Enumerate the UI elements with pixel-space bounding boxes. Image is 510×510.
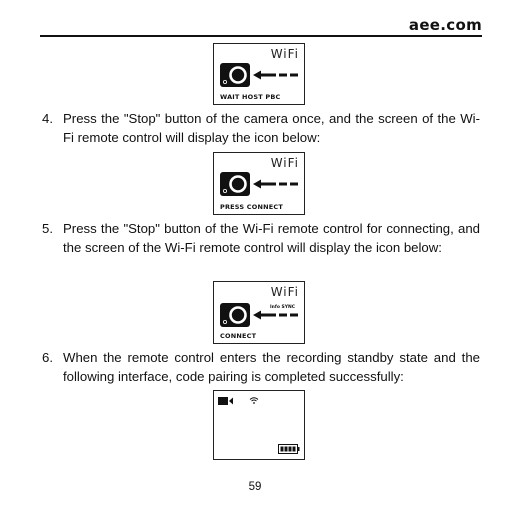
camera-arrow-icon (220, 61, 304, 91)
remote-screen-wait-host (213, 43, 305, 105)
remote-screen-standby (213, 390, 305, 460)
remote-screen-press-connect (213, 152, 305, 215)
step-text: Press the "Stop" button of the Wi-Fi remote control for connecting, and the screen of the Wi-Fi remote control will display the icon below: (63, 221, 480, 255)
screen-caption: CONNECT (220, 332, 257, 340)
step-number: 6. (42, 350, 53, 365)
instruction-step-5 (42, 219, 480, 257)
screen-caption: WAIT HOST PBC (220, 93, 281, 101)
video-camera-icon (218, 396, 234, 406)
step-text: When the remote control enters the recording standby state and the following interface, code pairing is completed successfully: (63, 350, 480, 384)
header-rule (40, 35, 482, 37)
page-number: 59 (248, 481, 262, 493)
sync-label: Info SYNC (270, 305, 296, 310)
wifi-label: WiFi (270, 285, 299, 299)
wifi-label: WiFi (270, 47, 299, 61)
brand-logo: aee.com (408, 16, 482, 34)
step-number: 4. (42, 111, 53, 126)
screen-caption: PRESS CONNECT (220, 203, 283, 211)
wifi-signal-icon (249, 396, 259, 405)
step-number: 5. (42, 221, 53, 236)
instruction-step-4 (42, 109, 480, 147)
step-text: Press the "Stop" button of the camera once, and the screen of the Wi-Fi remote control will display the icon below: (63, 111, 480, 145)
wifi-label: WiFi (270, 156, 299, 170)
camera-arrow-icon (220, 170, 304, 200)
remote-screen-connect (213, 281, 305, 344)
battery-icon (278, 444, 300, 454)
camera-arrow-icon (220, 301, 304, 331)
instruction-step-6 (42, 348, 480, 386)
